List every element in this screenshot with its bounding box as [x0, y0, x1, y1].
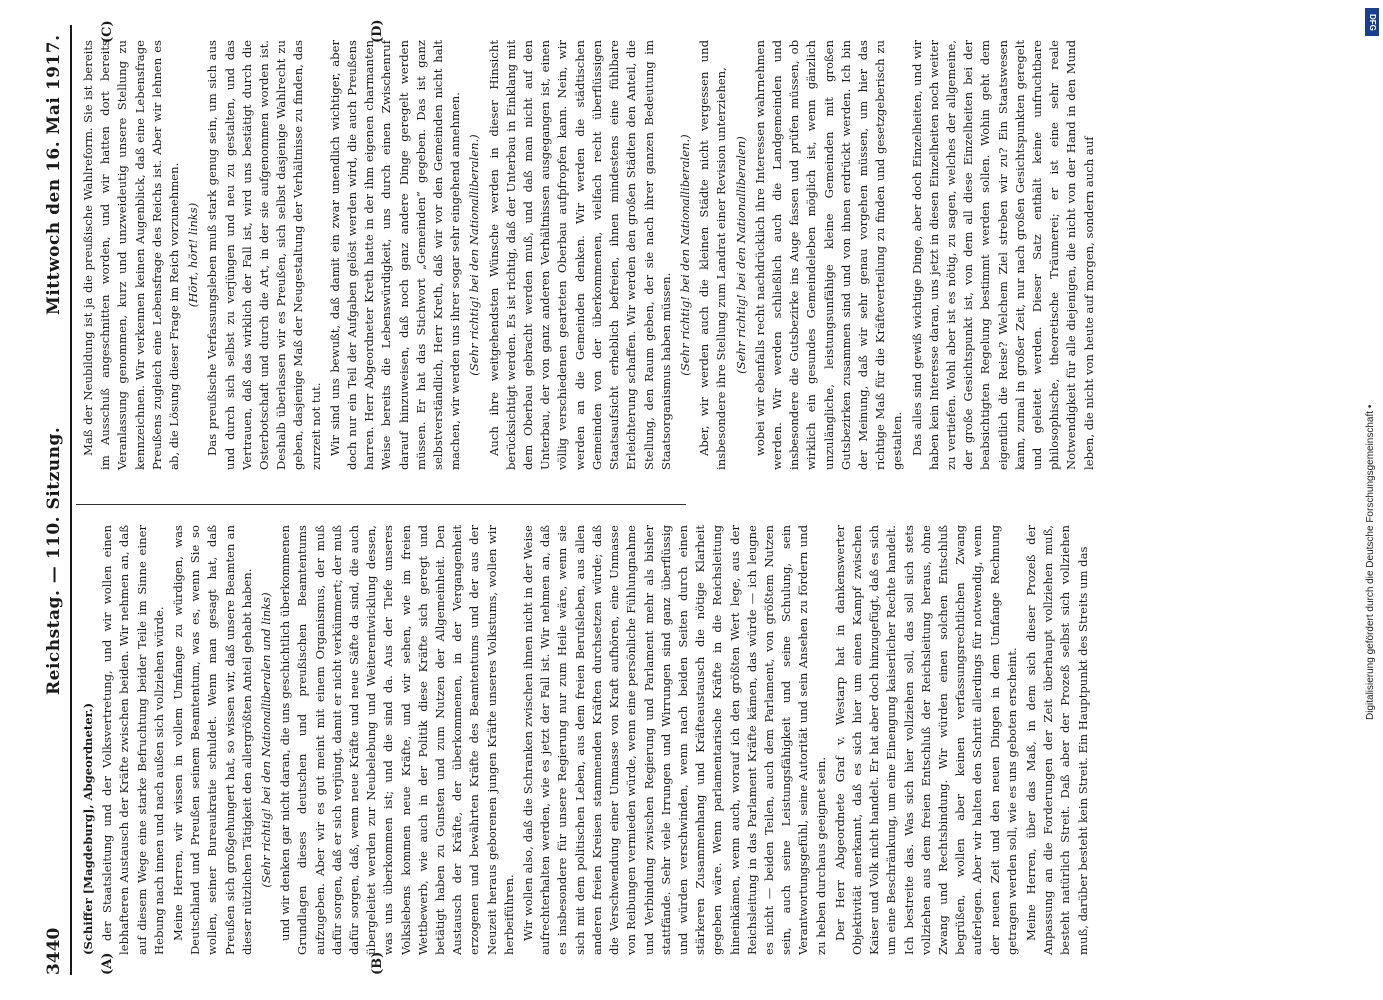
- rotated-page: [40, 19, 1330, 975]
- page-header: [40, 25, 72, 975]
- left-column: [80, 525, 1090, 955]
- margin-marker-c: (C): [100, 20, 115, 43]
- right-paragraph: Maß der Neubildung ist ja die preußische Wahlreform. Sie ist bereits im Ausschuß angeschnitten worden, und wir hatten dort bereits Veranlassung genommen, kurz und unzweideutig unsere Stellung zu kennzeichnen. Wir verkennen keinen Augenblick, daß eine Lebensfrage Preußens zugleich eine Lebensfrage des Reichs ist. Aber wir lehnen es ab, die Lösung dieser Frage im Reich vorzunehmen.: [81, 40, 182, 470]
- right-running-head: Mittwoch den 16. Mai 1917.: [44, 34, 64, 315]
- left-running-head: Reichstag. — 110. Sitzung.: [44, 426, 64, 695]
- margin-marker-d: (D): [370, 19, 385, 43]
- left-interjection: (Sehr richtig! bei den Nationalliberalen und links): [259, 592, 274, 888]
- speaker-label: (Schiffer [Magdeburg], Abgeordneter.): [81, 702, 95, 955]
- right-paragraph: Das preußische Verfassungsleben muß stark genug sein, um sich aus und durch sich selbst zu verjüngen und neu zu gestalten, und das Vertrauen, daß das wirklich der Fall ist, wird uns bestätigt durch die Osterbotschaft und durch die Art, in der sie aufgenommen worden ist. Deshalb überlassen wir es Preußen, sich selbst dasjenige Wahlrecht zu geben, dasjenige Maß der Neugestaltung der Verhältnisse zu finden, das zurzeit not tut.: [205, 40, 323, 470]
- left-paragraph: Der Herr Abgeordnete Graf v. Westarp hat in dankenswerter Objektivität anerkannt, daß es sich hier um einen Kampf zwischen Kaiser und Volk nicht handelt. Er hat aber doch hinzugefügt, daß es sich um eine Beschränkung, um eine Einengung kaiserlicher Rechte handelt. Ich bestreite das. Was sich hier vollziehen soll, das soll sich stets vollziehen aus dem freien Entschluß der Reichsleitung heraus, ohne Zwang und Rechtsbindung. Wir würden einen solchen Entschluß begrüßen, wollen aber keinen verfassungsrechtlichen Zwang auferlegen. Aber wir halten den Schritt allerdings für notwendig, wenn der neuen Zeit und den neuen Dingen in dem Umfange Rechnung getragen werden soll, wie es uns geboten erscheint.: [832, 525, 1019, 955]
- right-interjection: (Sehr richtig! bei den Nationalliberalen): [733, 136, 748, 374]
- page-number: 3440: [44, 927, 64, 975]
- margin-marker-a: (A): [100, 952, 115, 975]
- right-interjection: (Hört, hört! links): [186, 202, 201, 308]
- left-paragraph: Meine Herren, über das Maß, in dem sich dieser Prozeß der Anpassung an die Forderungen der Zeit überhaupt vollziehen muß, besteht natürlich Streit. Daß aber der Prozeß selbst sich vollziehen muß, darüber besteht kein Streit. Ein Hauptpunkt des Streits um das: [1023, 525, 1090, 955]
- right-paragraph: Auch ihre weitgehendsten Wünsche werden in dieser Hinsicht berücksichtigt werden. Es ist richtig, daß der Unterbau in Einklang mit dem Oberbau gebracht werden muß, und daß man nicht auf den Unterbau, der von ganz anderen Verhältnissen ausgegangen ist, einen völlig verschiedenen gearteten Oberbau aufpfropfen kann. Nein, wir werden an die Gemeinden denken. Wir werden die städtischen Gemeinden von der überkommenen, vielfach recht überflüssigen Staatsaufsicht erheblich befreien, ihnen mindestens eine fühlbare Erleichterung schaffen. Wir werden den großen Städten den Anteil, die Stellung, den Raum geben, der sie nach ihrer ganzen Bedeutung im Staatsorganismus haben müssen.: [486, 40, 673, 470]
- right-paragraph: Aber, wir werden auch die kleinen Städte nicht vergessen und insbesondere ihre Stellung zum Landrat einer Revision unterziehen,: [697, 40, 729, 470]
- right-paragraph: wobei wir ebenfalls recht nachdrücklich ihre Interessen wahrnehmen werden. Wir werden schließlich auch die Landgemeinden und insbesondere die Gutsbezirke ins Auge fassen und prüfen müssen, ob wirklich ein gesundes Gemeindeleben möglich ist, wenn gänzlich unzulängliche, leistungsunfähige kleine Gemeinden mit großen Gutsbezirken zusammen sind und von ihnen erdrückt werden. Ich bin der Meinung, daß wir sehr genau vorgehen müssen, um hier das richtige Maß für die Kräfteverteilung zu finden und gesetzgeberisch zu gestalten.: [752, 40, 905, 470]
- left-paragraph: der Staatsleitung und der Volksvertretung, und wir wollen einen lebhafteren Austausch der Kräfte zwischen beiden. Wir nehmen an, daß auf diesem Wege eine starke Befruchtung beider Teile im Sinne einer Hebung nach innen und nach außen sich vollziehen würde.: [100, 525, 166, 955]
- dfg-logo: DFG: [1365, 8, 1379, 36]
- digitization-credit: Digitalisierung gefördert durch die Deutsche Forschungsgemeinschaft •: [1365, 404, 1376, 720]
- right-paragraph: Wir sind uns bewußt, daß damit ein zwar unendlich wichtiger, aber doch nur ein Teil der Aufgaben gelöst werden wird, die auch Preußens harren. Herr Abgeordneter Kreth hatte in der ihm eigenen charmanten Weise bereits die Lebenswürdigkeit, uns durch einen Zwischenruf darauf hinzuweisen, daß noch ganz andere Dinge geregelt werden müssen. Er hat das Stichwort „Gemeinden“ gegeben. Das ist ganz selbstverständlich, Herr Kreth, daß wir vor den Gemeinden nicht halt machen, wir werden uns ihrer sogar sehr eingehend annehmen.: [327, 40, 463, 470]
- right-paragraph: Das alles sind gewiß wichtige Dinge, aber doch Einzelheiten, und wir haben kein Interesse daran, uns jetzt in diesen Einzelheiten noch weiter zu vertiefen. Wohl aber ist es nötig, zu sagen, welches der allgemeine, der große Gesichtspunkt ist, von dem all diese Einzelheiten bei der beabsichtigten Regelung bestimmt werden sollen. Wohin geht dem eigentlich die Reise? Welchem Ziel streben wir zu? Ein Staatswesen kann, zumal in großer Zeit, nur nach großen Gesichtspunkten geregelt und geleitet werden. Dieser Satz enthält keine unfruchtbare philosophische, theoretische Träumerei; er ist eine sehr reale Notwendigkeit für alle diejenigen, die nicht von der Hand in den Mund leben, die nicht von heute auf morgen, sondern auch auf: [909, 40, 1096, 470]
- margin-marker-b: (B): [370, 951, 385, 975]
- right-column: [80, 40, 1096, 470]
- right-interjection: (Sehr richtig! bei den Nationalliberalen.): [677, 134, 692, 376]
- column-divider: [76, 504, 686, 505]
- left-paragraph: Wir wollen also, daß die Schranken zwischen ihnen nicht in der Weise aufrechterhalten werden, wie es jetzt der Fall ist. Wir nehmen an, daß es insbesondere für unsere Regierung nur zum Heile wäre, wenn sie sich mit dem politischen Leben, aus dem freien Berufsleben, aus allen anderen freien Kreisen stammenden Kräften durchsetzen würde; daß die Verschwendung einer Unmasse von Kraft aufhören, eine Unmasse von Reibungen vermieden würde, wenn eine persönliche Fühlungnahme und Verbindung zwischen Regierung und Parlament mehr als bisher stattfände. Sehr viele Irrungen und Wirrungen sind ganz überflüssig und würden verschwinden, wenn nach beiden Seiten durch einen stärkeren Zusammenhang und Kräfteaustausch die nötige Klarheit gegeben wäre. Wenn parlamentarische Kräfte in die Reichsleitung hineinkämen, wenn auch, worauf ich den größten Wert lege, aus der Reichsleitung in das Parlament Kräfte kämen, das würde — ich leugne es nicht — beiden Teilen, auch dem Parlament, von größtem Nutzen sein, auch seine Leistungsfähigkeit und seine Schulung, sein Verantwortungsgefühl, seine Autorität und sein Ansehen zu fördern und zu heben durchaus geeignet sein.: [521, 525, 828, 955]
- left-paragraph: Meine Herren, wir wissen in vollem Umfange zu würdigen, was Deutschland und Preußen seinem Beamtentum, was es, wenn Sie so wollen, seiner Bureaukratie schuldet. Wenn man gesagt hat, daß Preußen sich großgehungert hat, so wissen wir, daß unsere Beamten an dieser nützlichen Tätigkeit den allergrößten Anteil gehabt haben.: [171, 525, 254, 955]
- left-paragraph: und wir denken gar nicht daran, die uns geschichtlich überkommenen Grundlagen dieses deutschen und preußischen Beamtentums aufzugeben. Aber wir es gut meint mit einem Organismus, der muß dafür sorgen, daß er sich verjüngt, damit er nicht verkümmert; der muß dafür sorgen, daß, wenn neue Kräfte und neue Säfte da sind, die auch übergeleitet werden zur Neubelebung und Weiterentwicklung dessen, was uns überkommen ist; und die sind da. Aus der Tiefe unseres Volkslebens kommen neue Kräfte, und wir sehen, wie im freien Wettbewerb, wie auch in der Politik diese Kräfte sich geregt und betätigt haben zu Gunsten und zum Nutzen der Allgemeinheit. Den Austausch der Kräfte, der überkommenen, in der Vergangenheit erzogenen und bewährten Kräfte des Beamtentums und der aus der Neuzeit heraus geborenen jungen Kräfte unseres Volkstums, wollen wir herbeiführen.: [278, 525, 516, 955]
- right-interjection: (Sehr richtig! bei den Nationalliberalen.): [467, 134, 482, 376]
